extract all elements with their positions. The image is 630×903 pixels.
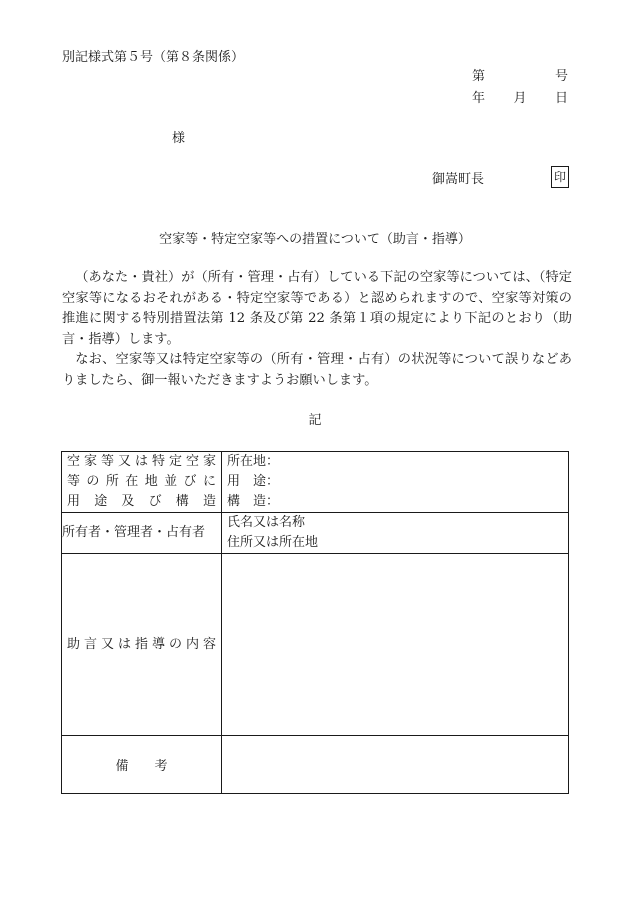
table-row-remarks [62, 736, 569, 794]
body-text [62, 268, 572, 392]
addressee: 様 [172, 131, 186, 146]
remarks-value-cell [222, 736, 569, 794]
remarks-header-cell: 備 考 [62, 736, 222, 794]
body-paragraph: なお、空家等又は特定空家等の（所有・管理・占有）の状況等について誤りなどありましたら、御一報いただきますようお願いします。 [62, 352, 572, 388]
table-row-location [62, 452, 569, 513]
table-row-content [62, 554, 569, 736]
body-paragraph: （あなた・貴社）が（所有・管理・占有）している下記の空家等については、（特定空家等になるおそれがある・特定空家等である）と認められますので、空家等対策の推進に関する特別措置法第 12 条及び第 22 条第１項の規定により下記のとおり（助言・指導）します。 [62, 270, 572, 347]
number-suffix: 号 [554, 69, 568, 84]
owner-value-cell [222, 513, 569, 554]
ki-heading: 記 [308, 413, 322, 428]
owner-field-address: 住所又は所在地 [227, 535, 319, 550]
form-label: 別記様式第５号（第８条関係） [62, 50, 245, 65]
record-table [61, 451, 569, 794]
issuer-name: 御嵩町長 [432, 172, 485, 187]
content-header-cell [62, 554, 222, 736]
location-header-line: 空家等又は特定空家 [67, 454, 216, 469]
location-field-structure: 構 造： [227, 494, 280, 509]
table-row-owner [62, 513, 569, 554]
document-number [472, 69, 568, 91]
owner-field-name: 氏名又は名称 [227, 515, 306, 530]
location-header-cell [62, 452, 222, 513]
location-header-line: 等の所在地並びに [67, 474, 216, 489]
seal-stamp-box: 印 [551, 166, 569, 188]
date-year: 年 [472, 91, 486, 106]
content-value-cell [222, 554, 569, 736]
location-field-use: 用 途： [227, 474, 280, 489]
location-field-address: 所在地： [227, 454, 280, 469]
date-day: 日 [554, 91, 568, 106]
issue-date [472, 91, 568, 113]
date-month: 月 [513, 91, 527, 106]
number-prefix: 第 [472, 69, 486, 84]
location-header-line: 用途及び構造 [67, 494, 216, 509]
document-subject: 空家等・特定空家等への措置について（助言・指導） [159, 232, 471, 247]
content-header-label: 助言又は指導の内容 [67, 636, 216, 652]
document-number-date [472, 69, 568, 113]
owner-header-cell: 所有者・管理者・占有者 [62, 513, 222, 554]
location-value-cell [222, 452, 569, 513]
